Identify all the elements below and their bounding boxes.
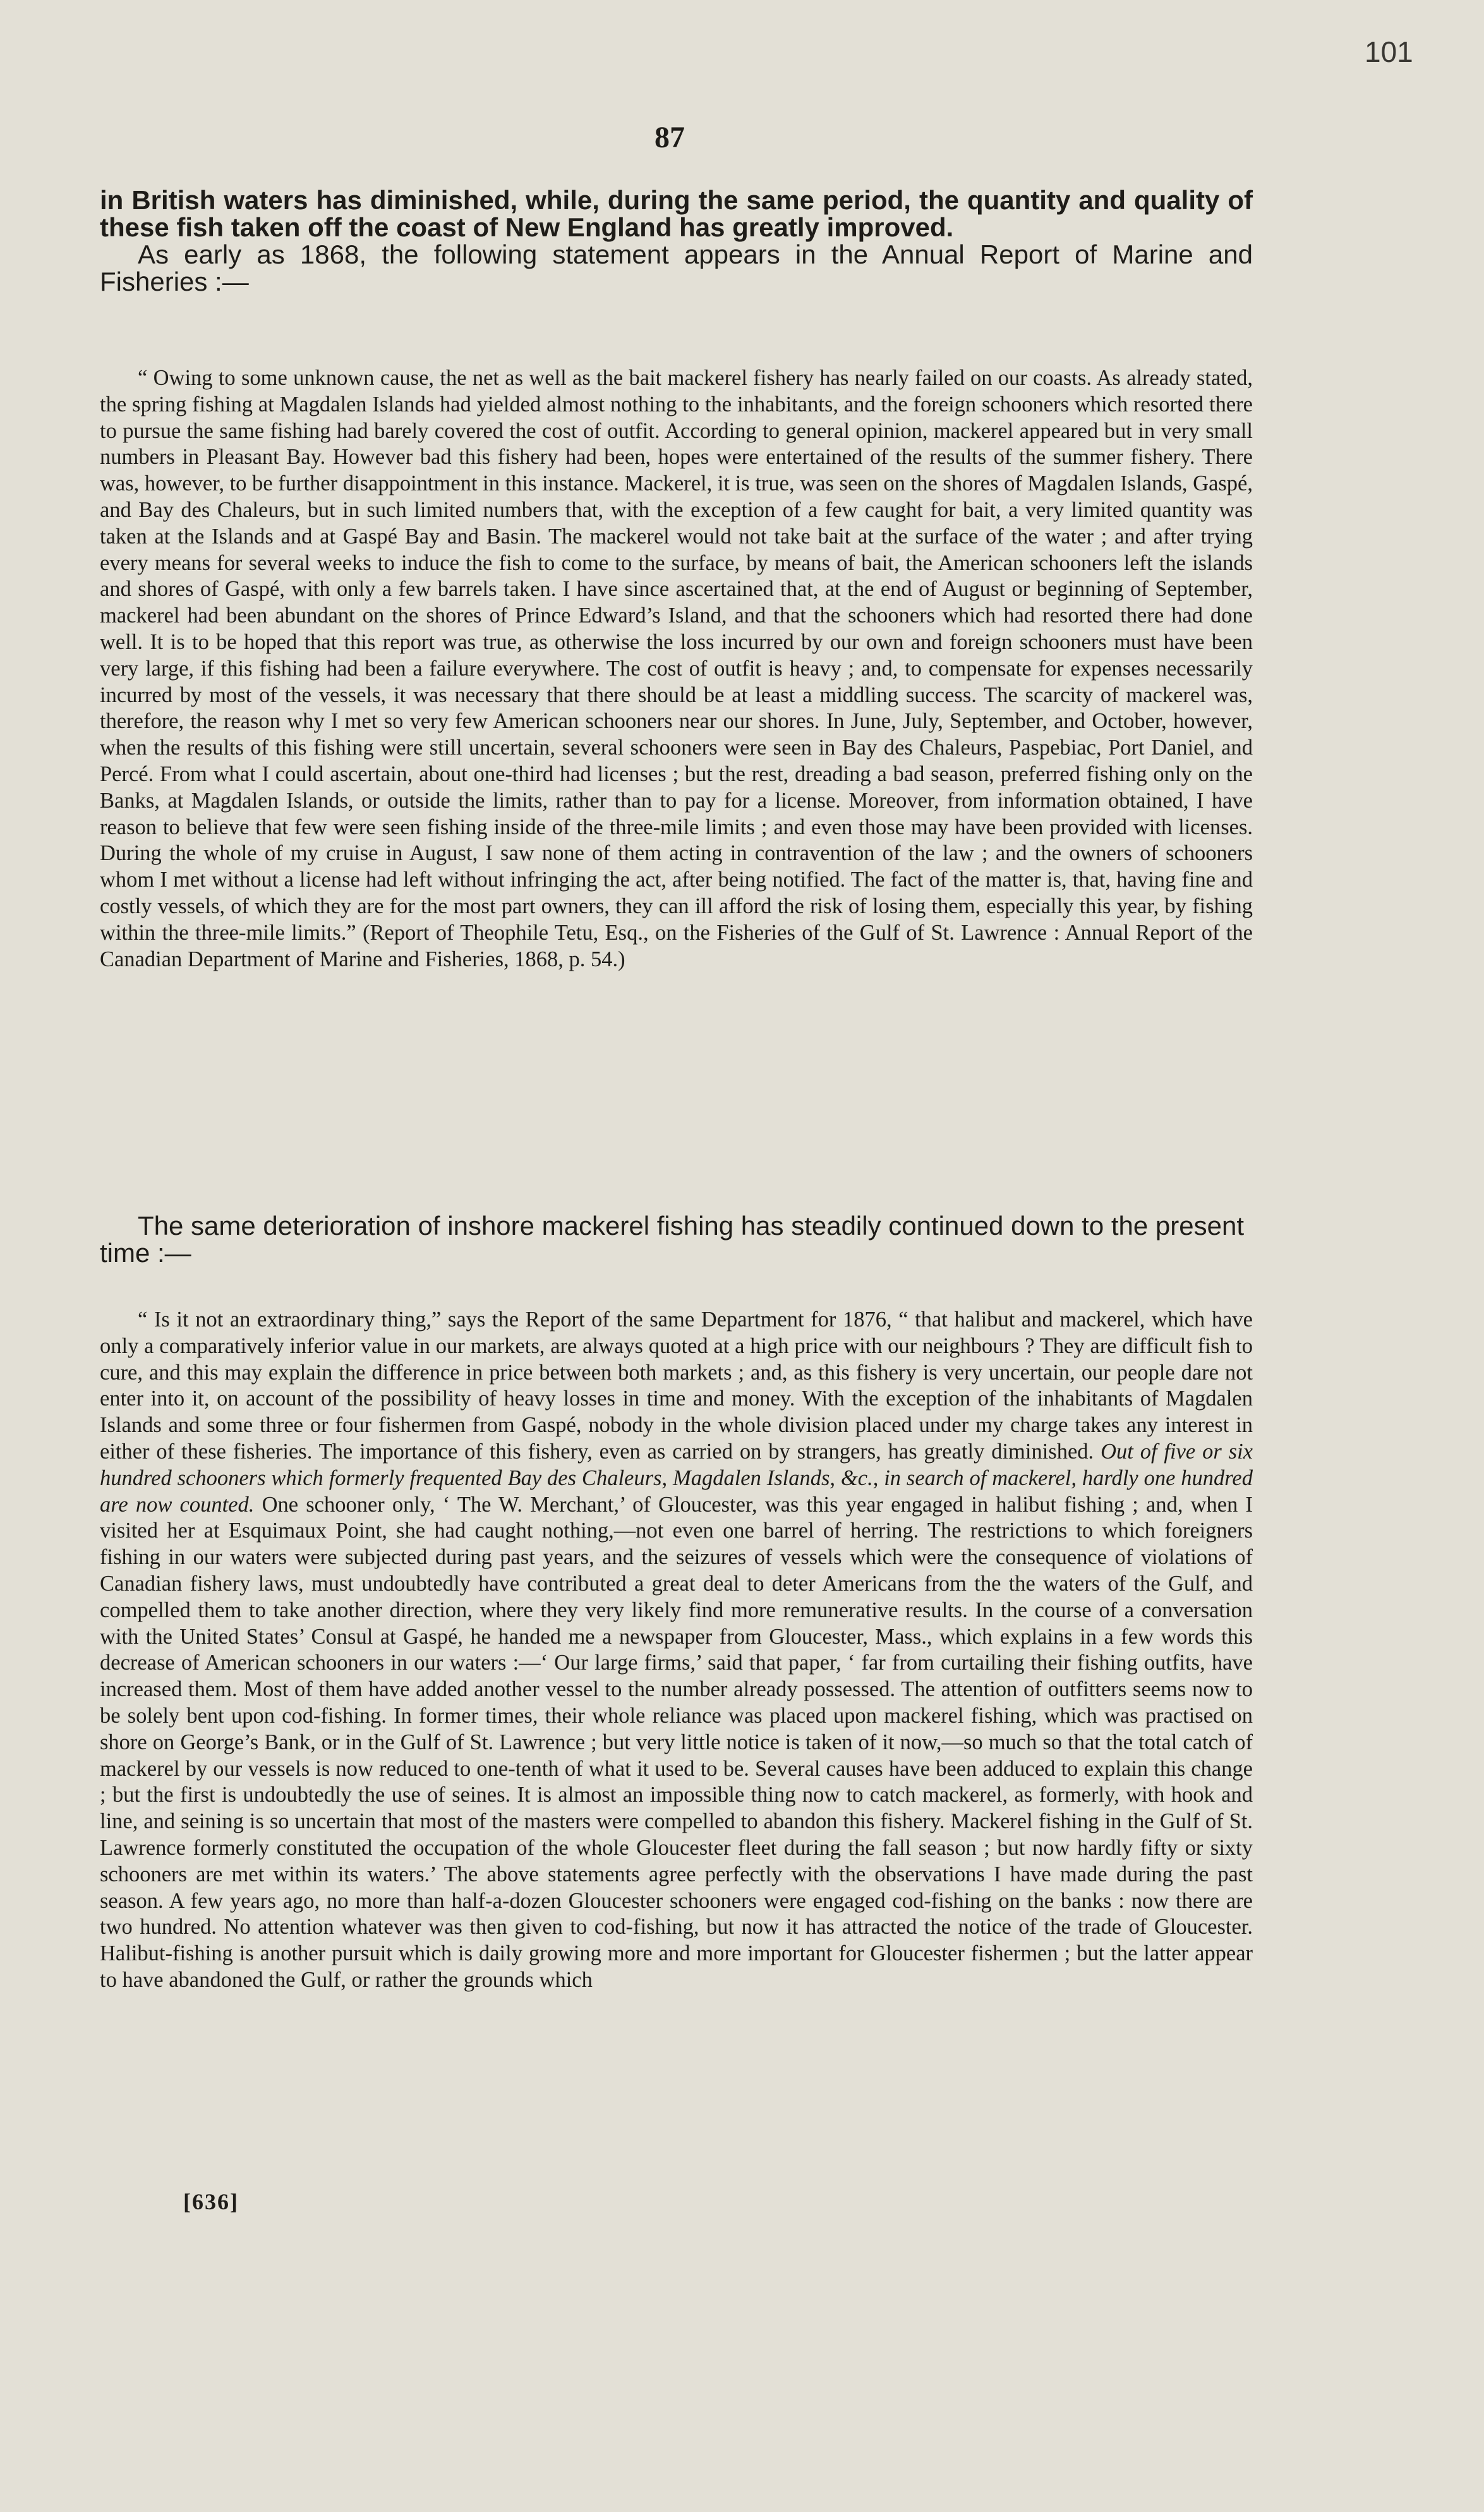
signature-mark: [636] [183,2189,239,2214]
quote-1876-text [100,1307,1253,1994]
quote-1868 [100,365,1253,973]
continuation-paragraph: in British waters has diminished, while, during the same period, the quantity and quality of these fish taken off the coast of New England has greatly improved. [100,185,1253,242]
quote-1876-part2: One schooner only, ‘ The W. Merchant,’ of Gloucester, was this year engaged in halibut fishing ; and, when I visited her at Esquimaux Point, she had caught nothing,—not even one barrel of herring. The restrictions to which foreigners fishing in our waters were subjected during past years, and the seizures of vessels which were the consequence of violations of Canadian fishery laws, must undoubtedly have contributed a great deal to deter Americans from the the waters of the Gulf, and compelled them to take another direction, where they very likely find more remunerative results. In the course of a conversation with the United States’ Consul at Gaspé, he handed me a newspaper from Gloucester, Mass., which explains in a few words this decrease of American schooners in our waters :—‘ Our large firms,’ said that paper, ‘ far from curtailing their fishing outfits, have increased them. Most of them have added another vessel to the number already possessed. The attention of outfitters seems now to be solely bent upon cod-fishing. In former times, their whole reliance was placed upon mackerel fishing, which was practised on shore on George’s Bank, or in the Gulf of St. Lawrence ; but very little notice is taken of it now,—so much so that the total catch of mackerel by our vessels is now reduced to one-tenth of what it used to be. Several causes have been adduced to explain this change ; but the first is undoubtedly the use of seines. It is almost an impossible thing now to catch mackerel, as formerly, with hook and line, and seining is so uncertain that most of the masters were compelled to abandon this fishery. Mackerel fishing in the Gulf of St. Lawrence formerly constituted the occupation of the whole Gloucester fleet during the fall season ; but now hardly fifty or sixty schooners are met within its waters.’ The above statements agree perfectly with the observations I have made during the past season. A few years ago, no more than half-a-dozen Gloucester schooners were engaged cod-fishing on the banks : now there are two hundred. No attention whatever was then given to cod-fishing, but now it has attracted the notice of the trade of Gloucester. Halibut-fishing is another pursuit which is daily growing more and more important for Gloucester fishermen ; but the latter appear to have abandoned the Gulf, or rather the grounds which [100,1492,1253,1992]
section-heading [100,1212,1253,1266]
outer-page-number: 101 [1365,35,1413,68]
deterioration-heading: The same deterioration of inshore mackerel fishing has steadily continued down to the present time :— [100,1211,1244,1268]
quote-1876 [100,1307,1253,1994]
quote-1868-text: “ Owing to some unknown cause, the net as well as the bait mackerel fishery has nearly failed on our coasts. As already stated, the spring fishing at Magdalen Islands had yielded almost nothing to the inhabitants, and the foreign schooners which resorted there to pursue the same fishing had barely covered the cost of outfit. According to general opinion, mackerel appeared but in very small numbers in Pleasant Bay. However bad this fishery had been, hopes were entertained of the results of the summer fishery. There was, however, to be further disappointment in this instance. Mackerel, it is true, was seen on the shores of Magdalen Islands, Gaspé, and Bay des Chaleurs, but in such limited numbers that, with the exception of a few caught for bait, a very limited quantity was taken at the Islands and at Gaspé Bay and Basin. The mackerel would not take bait at the surface of the water ; and after trying every means for several weeks to induce the fish to come to the surface, by means of bait, the American schooners left the islands and shores of Gaspé, with only a few barrels taken. I have since ascertained that, at the end of August or beginning of September, mackerel had been abundant on the shores of Prince Edward’s Island, and that the schooners which had resorted there had done well. It is to be hoped that this report was true, as otherwise the loss incurred by our own and foreign schooners must have been very large, if this fishing had been a failure everywhere. The cost of outfit is heavy ; and, to compensate for expenses necessarily incurred by most of the vessels, it was necessary that there should be at least a middling success. The scarcity of mackerel was, therefore, the reason why I met so very few American schooners near our shores. In June, July, September, and October, however, when the results of this fishing were still uncertain, several schooners were seen in Bay des Chaleurs, Paspebiac, Port Daniel, and Percé. From what I could ascertain, about one-third had licenses ; but the rest, dreading a bad season, preferred fishing only on the Banks, at Magdalen Islands, or outside the limits, rather than to pay for a license. Moreover, from information obtained, I have reason to believe that few were seen fishing inside of the three-mile limits ; and even those may have been provided with licenses. During the whole of my cruise in August, I saw none of them acting in contravention of the law ; and the owners of schooners whom I met without a license had left without infringing the act, after being notified. The fact of the matter is, that, having fine and costly vessels, of which they are for the most part owners, they can ill afford the risk of losing them, especially this year, by fishing within the three-mile limits.” (Report of Theophile Tetu, Esq., on the Fisheries of the Gulf of St. Lawrence : Annual Report of the Canadian Department of Marine and Fisheries, 1868, p. 54.) [100,366,1253,971]
quote-1876-part1: “ Is it not an extraordinary thing,” says the Report of the same Department for 1876, “ that halibut and mackerel, which have only a comparatively inferior value in our markets, are always quoted at a high price with our neighbours ? They are difficult fish to cure, and this may explain the difference in price between both markets ; and, as this fishery is very uncertain, our people dare not enter into it, on account of the possibility of heavy losses in time and money. With the exception of the inhabitants of Magdalen Islands and some three or four fishermen from Gaspé, nobody in the whole division placed under my charge takes any interest in either of these fisheries. The importance of this fishery, even as carried on by strangers, has greatly diminished. [100,1308,1253,1464]
lead-paragraph: As early as 1868, the following statement appears in the Annual Report of Marine and Fisheries :— [100,240,1253,296]
intro-section [100,186,1253,295]
quote-1876-italic: Out of five or six hundred schooners which formerly frequented Bay des Chaleurs, Magdalen Islands, &c., in search of mackerel, hardly one hundred are now counted. [100,1439,1253,1517]
inner-page-number: 87 [655,121,685,154]
